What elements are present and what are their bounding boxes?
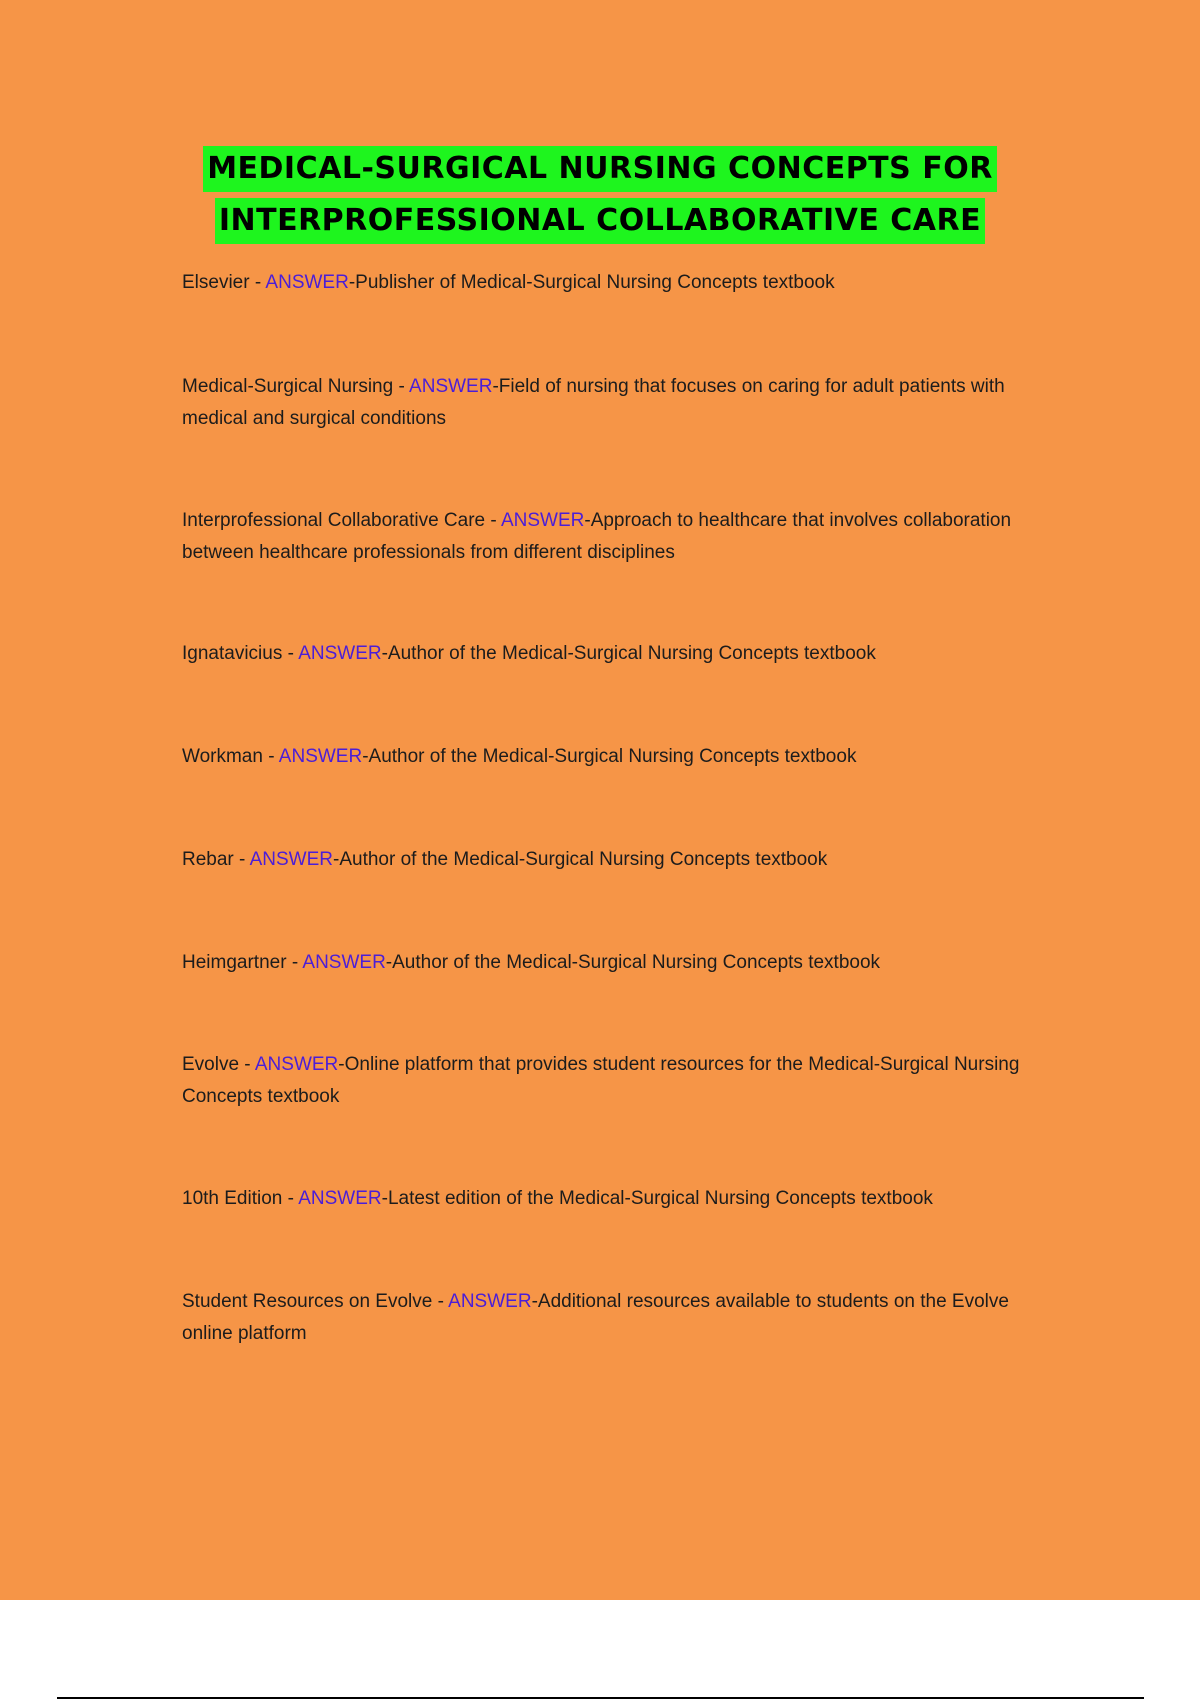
entry-separator: - <box>282 643 299 664</box>
entry-separator: - <box>286 952 303 973</box>
qa-entry <box>182 505 1062 569</box>
document-title <box>0 146 1200 244</box>
entry-definition: Author of the Medical-Surgical Nursing Concepts textbook <box>387 643 876 664</box>
answer-label: ANSWER <box>302 952 386 973</box>
qa-entry <box>182 844 1062 876</box>
qa-entry <box>182 638 1062 670</box>
entry-term: Medical-Surgical Nursing <box>182 376 394 397</box>
answer-label: ANSWER <box>448 1291 532 1312</box>
entry-definition: Author of the Medical-Surgical Nursing Concepts textbook <box>368 746 857 767</box>
entry-joiner: - <box>338 1054 345 1075</box>
title-line-2: INTERPROFESSIONAL COLLABORATIVE CARE <box>215 198 985 244</box>
entry-term: 10th Edition <box>182 1188 283 1209</box>
entry-term: Heimgartner <box>182 952 287 973</box>
answer-label: ANSWER <box>500 510 585 531</box>
qa-entry <box>182 371 1062 435</box>
answer-label: ANSWER <box>298 643 382 664</box>
entry-joiner: - <box>385 952 393 973</box>
entry-definition: Publisher of Medical-Surgical Nursing Concepts textbook <box>355 272 835 293</box>
qa-entry <box>182 1286 1062 1350</box>
qa-entry <box>182 741 1062 773</box>
entry-separator: - <box>393 376 410 397</box>
answer-label: ANSWER <box>298 1188 382 1209</box>
entry-definition: Field of nursing that focuses on caring for adult patients with medical and surgical conditions <box>182 376 1005 429</box>
entry-joiner: - <box>381 1188 388 1209</box>
entry-definition: Latest edition of the Medical-Surgical Nursing Concepts textbook <box>387 1188 933 1209</box>
entry-separator: - <box>432 1291 449 1312</box>
qa-entry <box>182 267 1062 299</box>
entry-joiner: - <box>531 1291 538 1312</box>
entry-separator: - <box>233 849 250 870</box>
answer-label: ANSWER <box>265 272 349 293</box>
entry-joiner: - <box>584 510 591 531</box>
answer-label: ANSWER <box>254 1054 339 1075</box>
entry-definition: Approach to healthcare that involves collaboration between healthcare professionals from different disciplines <box>182 510 1012 563</box>
qa-entry <box>182 947 1062 979</box>
entry-separator: - <box>262 746 279 767</box>
entry-joiner: - <box>362 746 369 767</box>
entry-joiner: - <box>348 272 356 293</box>
entry-term: Elsevier <box>182 272 250 293</box>
entry-separator: - <box>485 510 501 531</box>
entry-separator: - <box>239 1054 255 1075</box>
entry-term: Ignatavicius <box>182 643 283 664</box>
entry-joiner: - <box>381 643 388 664</box>
qa-entry <box>182 1183 1062 1215</box>
entry-definition: Author of the Medical-Surgical Nursing Concepts textbook <box>339 849 828 870</box>
entry-joiner: - <box>492 376 499 397</box>
answer-label: ANSWER <box>278 746 363 767</box>
entry-separator: - <box>282 1188 299 1209</box>
entry-term: Evolve <box>182 1054 240 1075</box>
answer-label: ANSWER <box>249 849 333 870</box>
entry-definition: Additional resources available to students on the Evolve online platform <box>182 1291 1009 1344</box>
entry-term: Workman <box>182 746 263 767</box>
entry-term: Student Resources on Evolve <box>182 1291 433 1312</box>
entry-definition: Author of the Medical-Surgical Nursing Concepts textbook <box>392 952 881 973</box>
entry-definition: Online platform that provides student resources for the Medical-Surgical Nursing Concepts textbook <box>182 1054 1020 1107</box>
answer-label: ANSWER <box>409 376 493 397</box>
footer-divider <box>57 1697 1144 1699</box>
entry-joiner: - <box>333 849 340 870</box>
entry-separator: - <box>249 272 266 293</box>
entry-term: Rebar <box>182 849 234 870</box>
title-line-1: MEDICAL-SURGICAL NURSING CONCEPTS FOR <box>203 146 997 192</box>
qa-entry <box>182 1049 1062 1113</box>
entry-term: Interprofessional Collaborative Care <box>182 510 486 531</box>
